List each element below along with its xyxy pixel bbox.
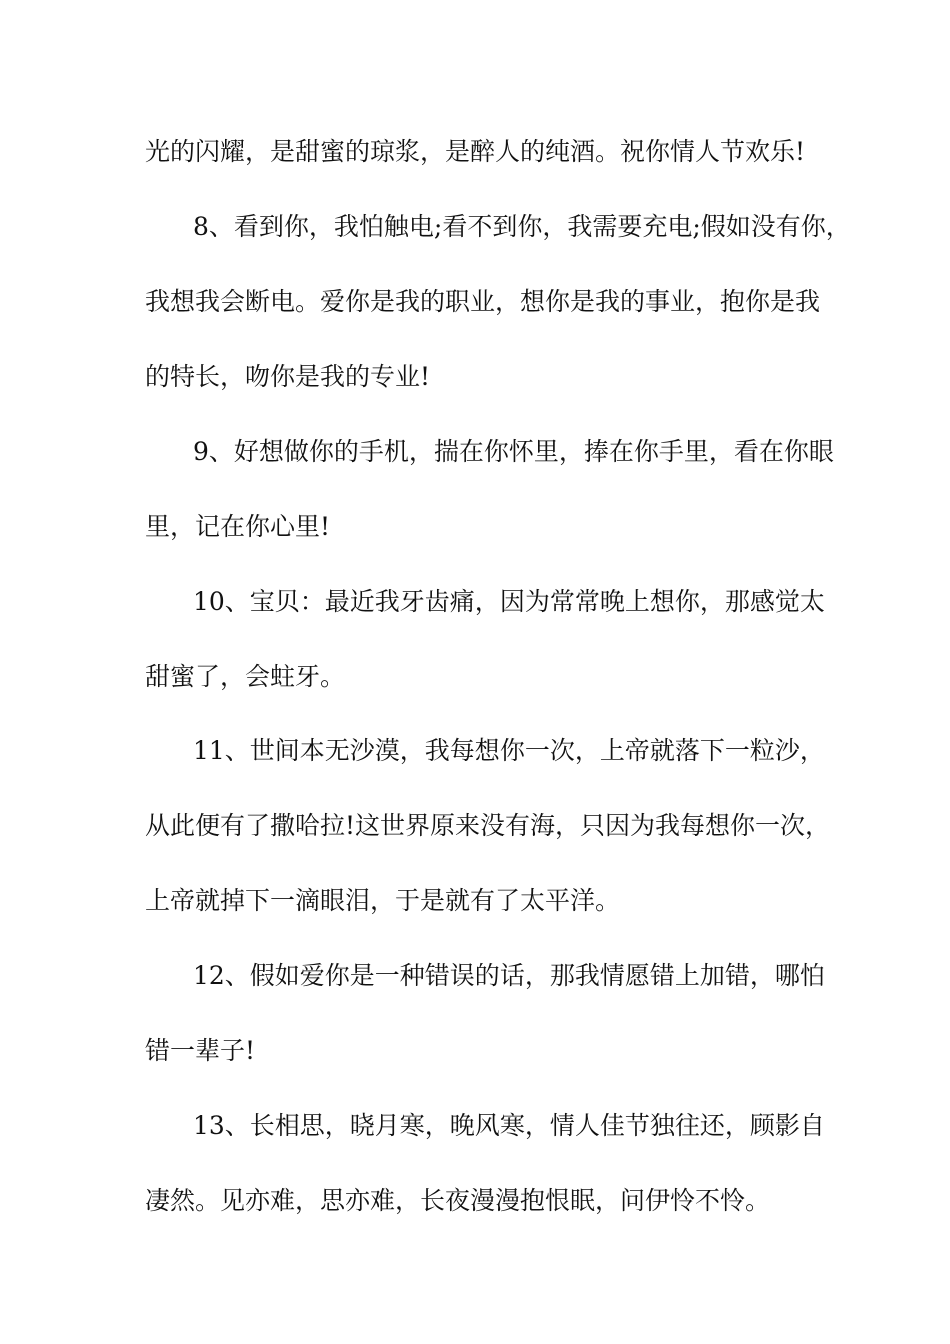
text-line: 8、看到你，我怕触电;看不到你，我需要充电;假如没有你， bbox=[193, 212, 851, 241]
text-line: 上帝就掉下一滴眼泪，于是就有了太平洋。 bbox=[145, 886, 621, 915]
text-line: 9、好想做你的手机，揣在你怀里，捧在你手里，看在你眼 bbox=[193, 437, 834, 466]
text-line: 光的闪耀，是甜蜜的琼浆，是醉人的纯酒。祝你情人节欢乐! bbox=[145, 137, 806, 166]
text-line: 我想我会断电。爱你是我的职业，想你是我的事业，抱你是我 bbox=[145, 287, 821, 316]
text-line: 13、长相思，晓月寒，晚风寒，情人佳节独往还，顾影自 bbox=[193, 1111, 825, 1140]
text-line: 11、世间本无沙漠，我每想你一次，上帝就落下一粒沙， bbox=[193, 736, 825, 765]
text-line: 12、假如爱你是一种错误的话，那我情愿错上加错，哪怕 bbox=[193, 961, 825, 990]
text-line: 错一辈子! bbox=[145, 1036, 256, 1065]
text-line: 10、宝贝：最近我牙齿痛，因为常常晚上想你，那感觉太 bbox=[193, 587, 825, 616]
text-line: 甜蜜了，会蛀牙。 bbox=[145, 662, 346, 691]
text-line: 从此便有了撒哈拉!这世界原来没有海，只因为我每想你一次， bbox=[145, 811, 831, 840]
text-line: 凄然。见亦难，思亦难，长夜漫漫抱恨眠，问伊怜不怜。 bbox=[145, 1186, 771, 1215]
text-line: 里，记在你心里! bbox=[145, 512, 331, 541]
text-line: 的特长，吻你是我的专业! bbox=[145, 362, 431, 391]
